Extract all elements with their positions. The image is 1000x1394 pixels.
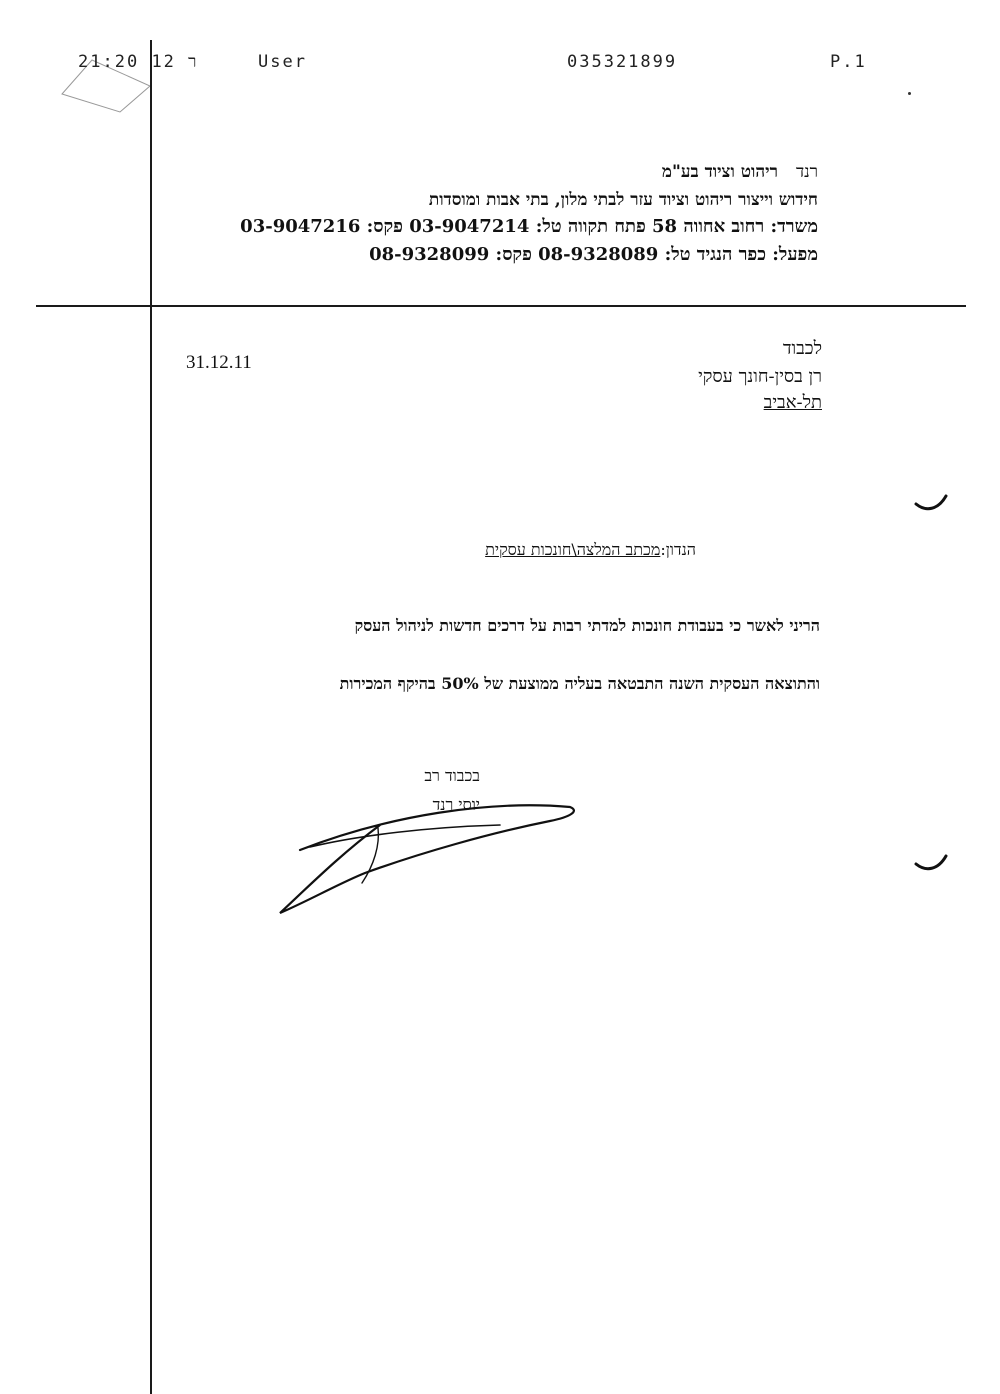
subject-text: מכתב המלצה\חונכות עסקית <box>485 540 661 559</box>
letterhead-divider <box>36 305 966 307</box>
letterhead-office: משרד: רחוב אחווה 58 פתח תקווה טל: 03-9047214 פקס: 03-9047216 <box>240 216 818 237</box>
closing-phrase: בכבוד רב <box>424 766 480 785</box>
recipient-city: תל-אביב <box>763 392 822 413</box>
letterhead-description: חידוש וייצור ריהוט וציוד עזר לבתי מלון, בתי אבות ומוסדות <box>428 190 818 210</box>
fax-page-number: P.1 <box>830 52 867 72</box>
fax-date-time: ר 12 21:20 <box>78 52 199 72</box>
letter-subject <box>485 540 696 560</box>
signer-name: יוסי רנד <box>432 795 480 814</box>
scan-speck <box>908 92 911 95</box>
recipient-salutation: לכבוד <box>782 338 822 359</box>
handwritten-signature <box>270 795 590 920</box>
margin-mark <box>914 852 950 874</box>
letterhead-company <box>662 162 818 182</box>
subject-label: הנדון: <box>660 540 696 559</box>
letterhead-company-name: ריהוט וציוד בע"מ <box>661 162 778 182</box>
body-line-1: הריני לאשר כי בעבודת חונכות למדתי רבות על דרכים חדשות לניהול העסק <box>354 616 820 635</box>
letter-date: 31.12.11 <box>186 352 252 373</box>
letterhead-factory: מפעל: כפר הנגיד טל: 08-9328089 פקס: 08-9328099 <box>369 244 818 265</box>
scan-vertical-line <box>150 40 152 1394</box>
letterhead-brand: רנד <box>795 162 818 182</box>
fax-user: User <box>258 52 307 72</box>
recipient-name: רן בסין-חונך עסקי <box>698 366 822 387</box>
body-line-2: והתוצאה העסקית השנה התבטאה בעליה ממוצעת של 50% בהיקף המכירות <box>339 674 820 693</box>
fax-number: 035321899 <box>567 52 678 72</box>
margin-mark <box>914 492 950 514</box>
